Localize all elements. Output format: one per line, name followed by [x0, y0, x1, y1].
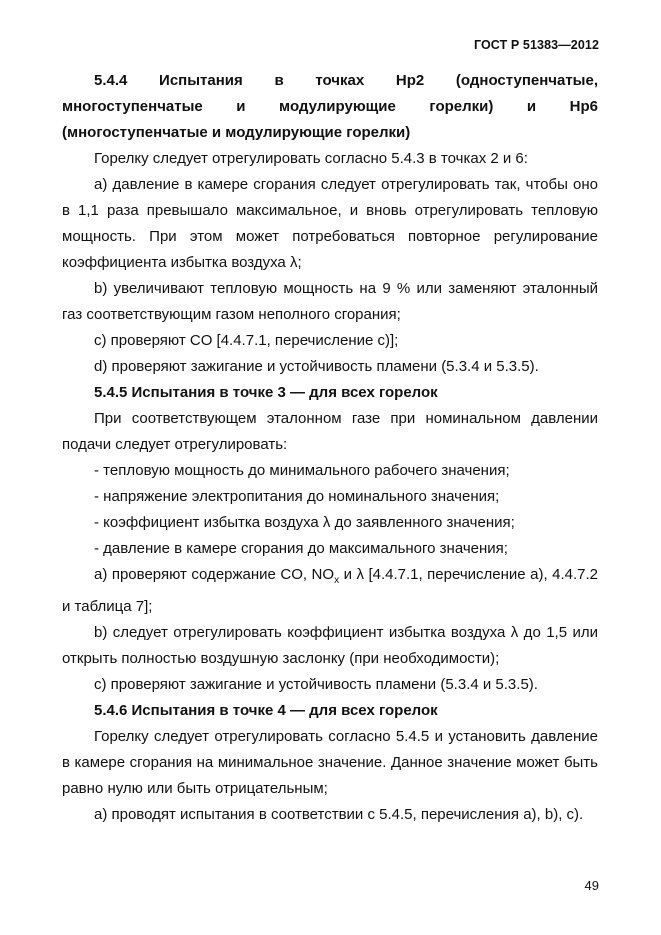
item-a-text-start: а) проверяют содержание CO, NO: [94, 566, 335, 583]
nox-subscript: x: [334, 575, 340, 586]
section-intro: Горелку следует отрегулировать согласно 5.4.3 в точках 2 и 6:: [94, 150, 528, 167]
section-intro: При соответствующем эталонном газе при номинальном давлении подачи следует отрегулировать:: [62, 410, 598, 453]
list-item-c: c) проверяют CO [4.4.7.1, перечисление c)];: [94, 332, 399, 349]
section-heading-5-4-5: 5.4.5 Испытания в точке 3 — для всех горелок: [94, 384, 438, 401]
page-body: [62, 68, 598, 828]
list-item-a: [62, 562, 598, 620]
item-a-text-end: и λ [4.4.7.1, перечисление а), 4.4.7.2 и таблица 7];: [62, 566, 598, 615]
dash-item: - давление в камере сгорания до максимального значения;: [94, 540, 508, 557]
dash-item: - тепловую мощность до минимального рабочего значения;: [94, 462, 510, 479]
dash-item: - напряжение электропитания до номинального значения;: [94, 488, 500, 505]
page-number: 49: [584, 878, 599, 893]
list-item-b: b) увеличивают тепловую мощность на 9 % или заменяют эталонный газ соответствующим газом неполного сгорания;: [62, 280, 598, 323]
dash-item: - коэффициент избытка воздуха λ до заявленного значения;: [94, 514, 515, 531]
list-item-c: c) проверяют зажигание и устойчивость пламени (5.3.4 и 5.3.5).: [94, 676, 538, 693]
list-item-b: b) следует отрегулировать коэффициент избытка воздуха λ до 1,5 или открыть полностью воздушную заслонку (при необходимости);: [62, 624, 598, 667]
list-item-a: а) проводят испытания в соответствии с 5.4.5, перечисления а), b), c).: [94, 806, 584, 823]
section-heading-5-4-4: 5.4.4 Испытания в точках Нр2 (одноступенчатые, многоступенчатые и модулирующие горелки) и Нр6 (многоступенчатые и модулирующие горелки): [62, 72, 598, 141]
section-heading-5-4-6: 5.4.6 Испытания в точке 4 — для всех горелок: [94, 702, 438, 719]
standard-header: ГОСТ Р 51383—2012: [473, 38, 599, 52]
section-intro: Горелку следует отрегулировать согласно 5.4.5 и установить давление в камере сгорания на минимальное значение. Данное значение может быть равно нулю или быть отрицательным;: [62, 728, 598, 797]
list-item-d: d) проверяют зажигание и устойчивость пламени (5.3.4 и 5.3.5).: [94, 358, 539, 375]
list-item-a: а) давление в камере сгорания следует отрегулировать так, чтобы оно в 1,1 раза превышало максимальное, и вновь отрегулировать тепловую мощность. При этом может потребоваться повторное регулирование коэффициента избытка воздуха λ;: [62, 176, 598, 271]
